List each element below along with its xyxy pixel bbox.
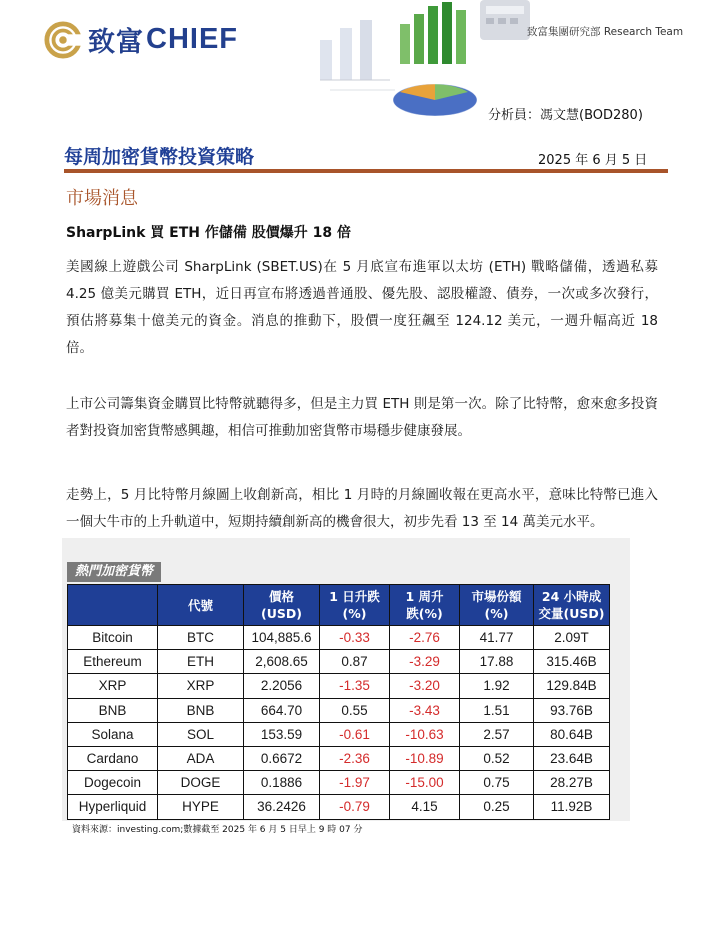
table-cell: 153.59 — [244, 722, 320, 746]
table-cell: 41.77 — [460, 626, 534, 650]
table-cell: 2,608.65 — [244, 650, 320, 674]
table-cell: 0.1886 — [244, 771, 320, 795]
table-row — [68, 626, 610, 650]
table-cell: -1.97 — [320, 771, 390, 795]
table-cell: -0.79 — [320, 795, 390, 819]
table-row — [68, 795, 610, 819]
table-cell: 93.76B — [534, 698, 610, 722]
table-cell: -1.35 — [320, 674, 390, 698]
table-cell: 0.6672 — [244, 746, 320, 770]
column-header: 24 小時成 交量(USD) — [534, 585, 610, 626]
table-cell: -2.36 — [320, 746, 390, 770]
table-cell: -3.29 — [390, 650, 460, 674]
logo-english-text: CHIEF — [146, 23, 238, 55]
table-cell: 28.27B — [534, 771, 610, 795]
table-cell: Hyperliquid — [68, 795, 158, 819]
company-logo — [44, 20, 238, 59]
section-title: 市場消息 — [66, 188, 138, 209]
table-cell: ETH — [158, 650, 244, 674]
table-cell: 664.70 — [244, 698, 320, 722]
logo-chinese-text: 致富 — [88, 27, 144, 58]
paragraph-2: 上市公司籌集資金購買比特幣就聽得多，但是主力買 ETH 則是第一次。除了比特幣，愈來愈多投資者對投資加密貨幣感興趣，相信可推動加密貨幣市場穩步健康發展。 — [66, 396, 658, 439]
table-cell: -0.61 — [320, 722, 390, 746]
column-header — [68, 585, 158, 626]
paragraph-1: 美國線上遊戲公司 SharpLink (SBET.US)在 5 月底宣布進軍以太坊 (ETH) 戰略儲備，透過私募 4.25 億美元購買 ETH，近日再宣布將透過普通股、優先股、認股權證、債券，一次或多次發行，預估將募集十億美元的資金。消息的推動下，股價一度狂飆至 124.12 美元，一週升幅高近 18 倍。 — [66, 259, 658, 356]
research-team-label: 致富集團研究部 Research Team — [527, 26, 684, 38]
table-cell: 80.64B — [534, 722, 610, 746]
news-headline: SharpLink 買 ETH 作儲備 股價爆升 18 倍 — [66, 225, 351, 241]
table-cell: -15.00 — [390, 771, 460, 795]
table-cell: 2.57 — [460, 722, 534, 746]
table-cell: 0.52 — [460, 746, 534, 770]
column-header: 市場份額 (%) — [460, 585, 534, 626]
crypto-table — [67, 584, 610, 820]
table-cell: 1.92 — [460, 674, 534, 698]
table-cell: 2.2056 — [244, 674, 320, 698]
table-cell: 0.25 — [460, 795, 534, 819]
table-cell: 0.75 — [460, 771, 534, 795]
table-cell: Bitcoin — [68, 626, 158, 650]
table-cell: -0.33 — [320, 626, 390, 650]
table-header — [68, 585, 610, 626]
table-row — [68, 650, 610, 674]
table-cell: XRP — [158, 674, 244, 698]
table-cell: Solana — [68, 722, 158, 746]
table-cell: 0.87 — [320, 650, 390, 674]
table-cell: 315.46B — [534, 650, 610, 674]
table-row — [68, 771, 610, 795]
table-row — [68, 722, 610, 746]
table-cell: -10.63 — [390, 722, 460, 746]
column-header: 價格 (USD) — [244, 585, 320, 626]
table-cell: DOGE — [158, 771, 244, 795]
table-cell: -2.76 — [390, 626, 460, 650]
logo-swirl-icon — [44, 21, 82, 59]
report-date: 2025 年 6 月 5 日 — [538, 153, 648, 168]
table-label: 熱門加密貨幣 — [67, 562, 161, 582]
table-row — [68, 674, 610, 698]
column-header: 1 日升跌 (%) — [320, 585, 390, 626]
table-cell: 4.15 — [390, 795, 460, 819]
title-divider — [64, 169, 668, 173]
table-header-row — [68, 585, 610, 626]
table-body — [68, 626, 610, 820]
table-cell: XRP — [68, 674, 158, 698]
table-row — [68, 746, 610, 770]
table-cell: 11.92B — [534, 795, 610, 819]
analyst-name: 分析員：馮文慧(BOD280) — [488, 108, 643, 123]
table-cell: 129.84B — [534, 674, 610, 698]
table-cell: -10.89 — [390, 746, 460, 770]
table-cell: 36.2426 — [244, 795, 320, 819]
column-header: 1 周升 跌(%) — [390, 585, 460, 626]
table-row — [68, 698, 610, 722]
table-cell: Cardano — [68, 746, 158, 770]
table-cell: 104,885.6 — [244, 626, 320, 650]
table-cell: HYPE — [158, 795, 244, 819]
table-cell: 0.55 — [320, 698, 390, 722]
report-title: 每周加密貨幣投資策略 — [64, 146, 255, 168]
table-cell: BNB — [68, 698, 158, 722]
column-header: 代號 — [158, 585, 244, 626]
table-cell: -3.43 — [390, 698, 460, 722]
table-cell: Dogecoin — [68, 771, 158, 795]
table-cell: Ethereum — [68, 650, 158, 674]
table-cell: BNB — [158, 698, 244, 722]
table-cell: 23.64B — [534, 746, 610, 770]
table-cell: SOL — [158, 722, 244, 746]
table-cell: 2.09T — [534, 626, 610, 650]
table-cell: ADA — [158, 746, 244, 770]
table-cell: 1.51 — [460, 698, 534, 722]
data-source-note: 資料來源：investing.com;數據截至 2025 年 6 月 5 日早上 9 時 07 分 — [72, 825, 363, 835]
table-cell: -3.20 — [390, 674, 460, 698]
table-cell: 17.88 — [460, 650, 534, 674]
table-cell: BTC — [158, 626, 244, 650]
paragraph-3: 走勢上，5 月比特幣月線圖上收創新高，相比 1 月時的月線圖收報在更高水平，意味比特幣已進入一個大牛市的上升軌道中，短期持續創新高的機會很大，初步先看 13 至 14 萬美元水平。 — [66, 487, 658, 530]
